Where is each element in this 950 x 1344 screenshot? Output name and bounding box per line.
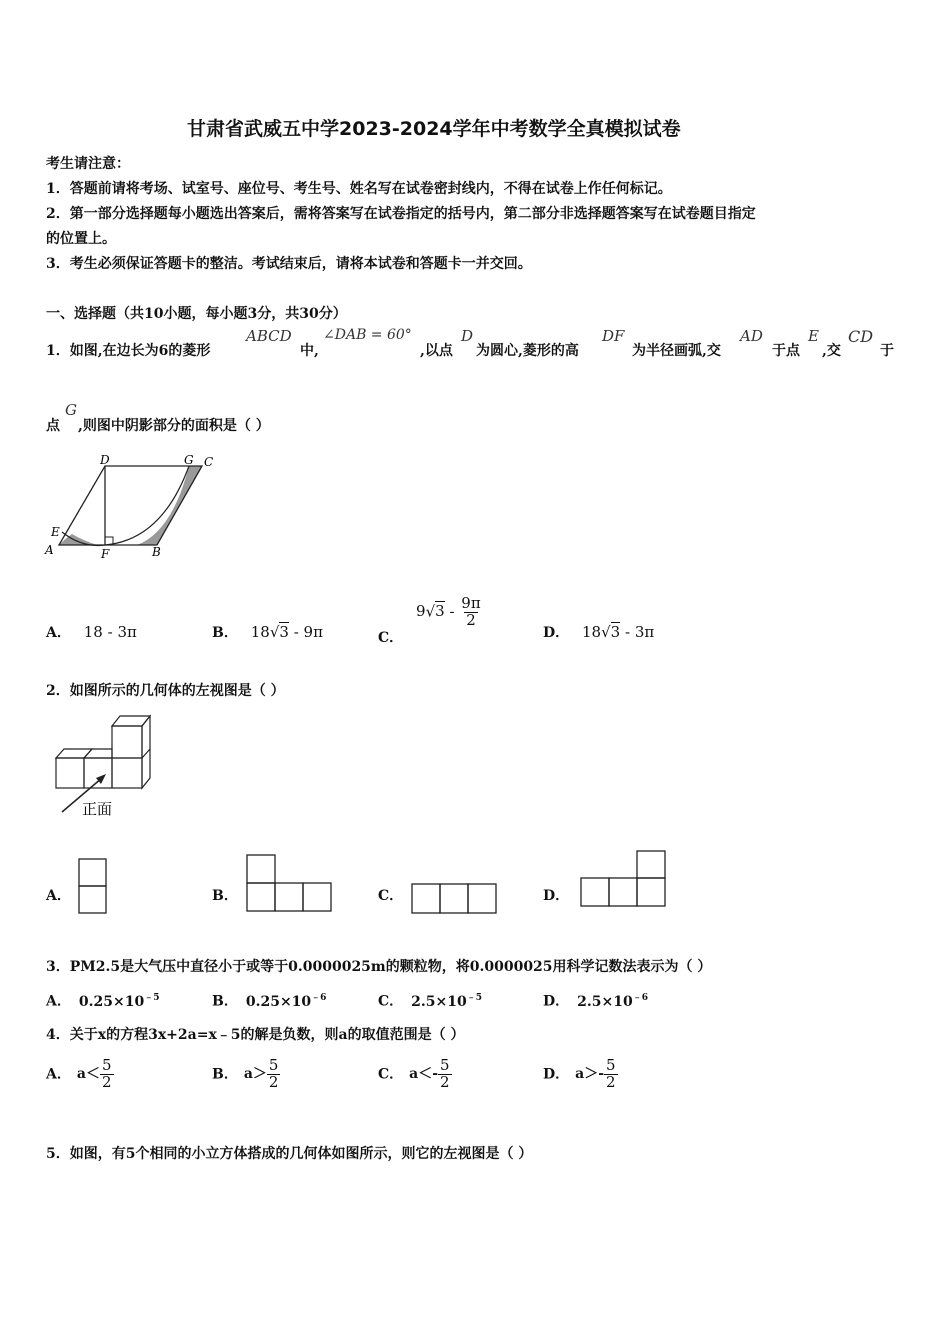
q1-option-d[interactable] bbox=[543, 622, 654, 642]
option-minus: - bbox=[444, 602, 460, 621]
fraction-numerator: 5 bbox=[440, 1056, 450, 1074]
label-g: G bbox=[184, 453, 194, 467]
q1-text-7: ,交 bbox=[822, 343, 841, 359]
q3-option-a[interactable] bbox=[46, 990, 159, 1011]
sqrt-symbol: √ bbox=[601, 623, 611, 641]
option-base: 0.25×10 bbox=[245, 993, 312, 1010]
radicand: 3 bbox=[279, 623, 289, 641]
sqrt-symbol: √ bbox=[425, 602, 436, 621]
option-label: A． bbox=[46, 625, 71, 641]
option-label: B． bbox=[212, 625, 238, 641]
label-b: B bbox=[152, 545, 161, 559]
notice-item-1: 1．答题前请将考场、试室号、座位号、考生号、姓名写在试卷密封线内，不得在试卷上作任何标记。 bbox=[46, 181, 672, 197]
q4-option-c[interactable] bbox=[378, 1058, 452, 1091]
q3-option-d[interactable] bbox=[543, 990, 648, 1011]
option-exponent: ﹣5 bbox=[466, 993, 482, 1003]
notice-item-2: 2．第一部分选择题每小题选出答案后，需将答案写在试卷指定的括号内，第二部分非选择题答案写在试卷题目指定 bbox=[46, 206, 756, 222]
q1-text-1: 1．如图,在边长为6的菱形 bbox=[46, 343, 211, 359]
q1-text-4: 为圆心,菱形的高 bbox=[476, 343, 579, 359]
q4-option-d[interactable] bbox=[543, 1058, 618, 1091]
option-coef: 18 bbox=[582, 623, 602, 641]
option-exponent: ﹣6 bbox=[632, 993, 648, 1003]
option-label: D． bbox=[543, 625, 570, 641]
section-heading: 一、选择题（共10小题，每小题3分，共30分） bbox=[46, 306, 347, 322]
q2-option-a-label[interactable]: A． bbox=[46, 888, 71, 904]
fraction-numerator: 5 bbox=[606, 1056, 616, 1074]
notice-heading: 考生请注意： bbox=[46, 156, 130, 172]
option-relation: a＜ bbox=[76, 1066, 100, 1083]
q5-text: 5．如图，有5个相同的小立方体搭成的几何体如图所示，则它的左视图是（ ） bbox=[46, 1146, 533, 1162]
fraction-denominator: 2 bbox=[606, 1072, 616, 1091]
option-label: B． bbox=[212, 993, 238, 1010]
option-label: C． bbox=[378, 993, 404, 1010]
option-exponent: ﹣5 bbox=[144, 993, 160, 1003]
option-exponent: ﹣6 bbox=[311, 993, 327, 1003]
label-f: F bbox=[101, 547, 110, 561]
q3-text: 3．PM2.5是大气压中直径小于或等于0.0000025m的颗粒物，将0.0000025用科学记数法表示为（ ） bbox=[46, 959, 712, 975]
q1-math-df: DF bbox=[602, 327, 625, 345]
option-relation: a＜- bbox=[409, 1066, 439, 1083]
q2-option-b-label[interactable]: B． bbox=[212, 888, 238, 904]
fraction-denominator: 2 bbox=[101, 1072, 112, 1091]
arc-eg bbox=[62, 466, 189, 545]
q1-text-10: ,则图中阴影部分的面积是（ ） bbox=[78, 418, 270, 434]
radicand: 3 bbox=[435, 602, 445, 621]
fraction-denominator: 2 bbox=[440, 1072, 450, 1091]
fraction-numerator: 9π bbox=[461, 594, 481, 612]
q2-option-d-view[interactable] bbox=[580, 850, 668, 908]
fraction-denominator: 2 bbox=[268, 1072, 279, 1091]
option-tail: - 9π bbox=[288, 623, 323, 641]
q1-math-d: D bbox=[461, 327, 474, 345]
q1-option-a[interactable] bbox=[46, 622, 137, 642]
option-relation: a＞- bbox=[575, 1066, 605, 1083]
q1-option-b[interactable] bbox=[212, 622, 323, 642]
q4-option-a[interactable] bbox=[46, 1058, 114, 1091]
q1-math-g: G bbox=[65, 401, 77, 419]
fraction-numerator: 5 bbox=[101, 1056, 112, 1074]
q1-math-ad: AD bbox=[740, 327, 763, 345]
option-relation: a＞ bbox=[243, 1066, 267, 1083]
q3-option-c[interactable] bbox=[378, 990, 482, 1011]
option-expr: 18 - 3π bbox=[83, 623, 137, 641]
option-label: A． bbox=[46, 1066, 71, 1083]
label-d: D bbox=[100, 453, 110, 467]
page-title: 甘肃省武威五中学2023-2024学年中考数学全真模拟试卷 bbox=[187, 118, 681, 140]
q4-option-b[interactable] bbox=[212, 1058, 280, 1091]
option-label: A． bbox=[46, 993, 71, 1010]
label-a: A bbox=[45, 543, 54, 557]
option-label: C． bbox=[378, 630, 404, 647]
notice-item-2-cont: 的位置上。 bbox=[46, 231, 116, 247]
q1-text-3: ,以点 bbox=[420, 343, 453, 359]
q4-text: 4．关于x的方程3x+2a=x﹣5的解是负数，则a的取值范围是（ ） bbox=[46, 1027, 465, 1043]
q1-math-angle: ∠DAB = 60° bbox=[323, 327, 412, 343]
option-coef: 9 bbox=[416, 602, 426, 621]
option-coef: 18 bbox=[250, 623, 270, 641]
q1-rhombus-figure bbox=[42, 452, 222, 564]
q2-option-b-view[interactable] bbox=[246, 854, 334, 912]
label-e: E bbox=[51, 525, 60, 539]
q1-text-9: 点 bbox=[46, 418, 60, 434]
option-label: D． bbox=[543, 1066, 570, 1083]
q1-option-c[interactable] bbox=[378, 594, 483, 647]
rhombus bbox=[59, 466, 202, 545]
q2-option-c-view[interactable] bbox=[411, 883, 499, 915]
q1-text-6: 于点 bbox=[772, 343, 800, 359]
radicand: 3 bbox=[610, 623, 621, 641]
q2-text: 2．如图所示的几何体的左视图是（ ） bbox=[46, 683, 285, 699]
notice-item-3: 3．考生必须保证答题卡的整洁。考试结束后，请将本试卷和答题卡一并交回。 bbox=[46, 256, 532, 272]
q2-option-a-view[interactable] bbox=[78, 858, 108, 915]
q1-text-5: 为半径画弧,交 bbox=[632, 343, 721, 359]
q1-math-cd: CD bbox=[848, 327, 874, 346]
fraction-numerator: 5 bbox=[268, 1056, 279, 1074]
label-c: C bbox=[204, 455, 214, 469]
q2-option-d-label[interactable]: D． bbox=[543, 888, 570, 904]
option-base: 2.5×10 bbox=[577, 993, 633, 1010]
option-label: C． bbox=[378, 1066, 404, 1083]
q1-math-abcd: ABCD bbox=[246, 327, 292, 345]
q1-text-8: 于 bbox=[880, 343, 894, 359]
front-label: 正面 bbox=[82, 800, 113, 818]
option-tail: - 3π bbox=[620, 623, 655, 641]
q1-math-e: E bbox=[808, 327, 819, 345]
option-label: B． bbox=[212, 1066, 238, 1083]
q3-option-b[interactable] bbox=[212, 990, 326, 1011]
q2-solid-figure bbox=[50, 712, 165, 820]
option-base: 2.5×10 bbox=[411, 993, 467, 1010]
fraction-denominator: 2 bbox=[466, 610, 476, 629]
sqrt-symbol: √ bbox=[269, 623, 280, 641]
q2-option-c-label[interactable]: C． bbox=[378, 888, 404, 904]
q1-text-2: 中, bbox=[300, 343, 319, 359]
option-base: 0.25×10 bbox=[78, 993, 145, 1010]
option-label: D． bbox=[543, 993, 570, 1010]
